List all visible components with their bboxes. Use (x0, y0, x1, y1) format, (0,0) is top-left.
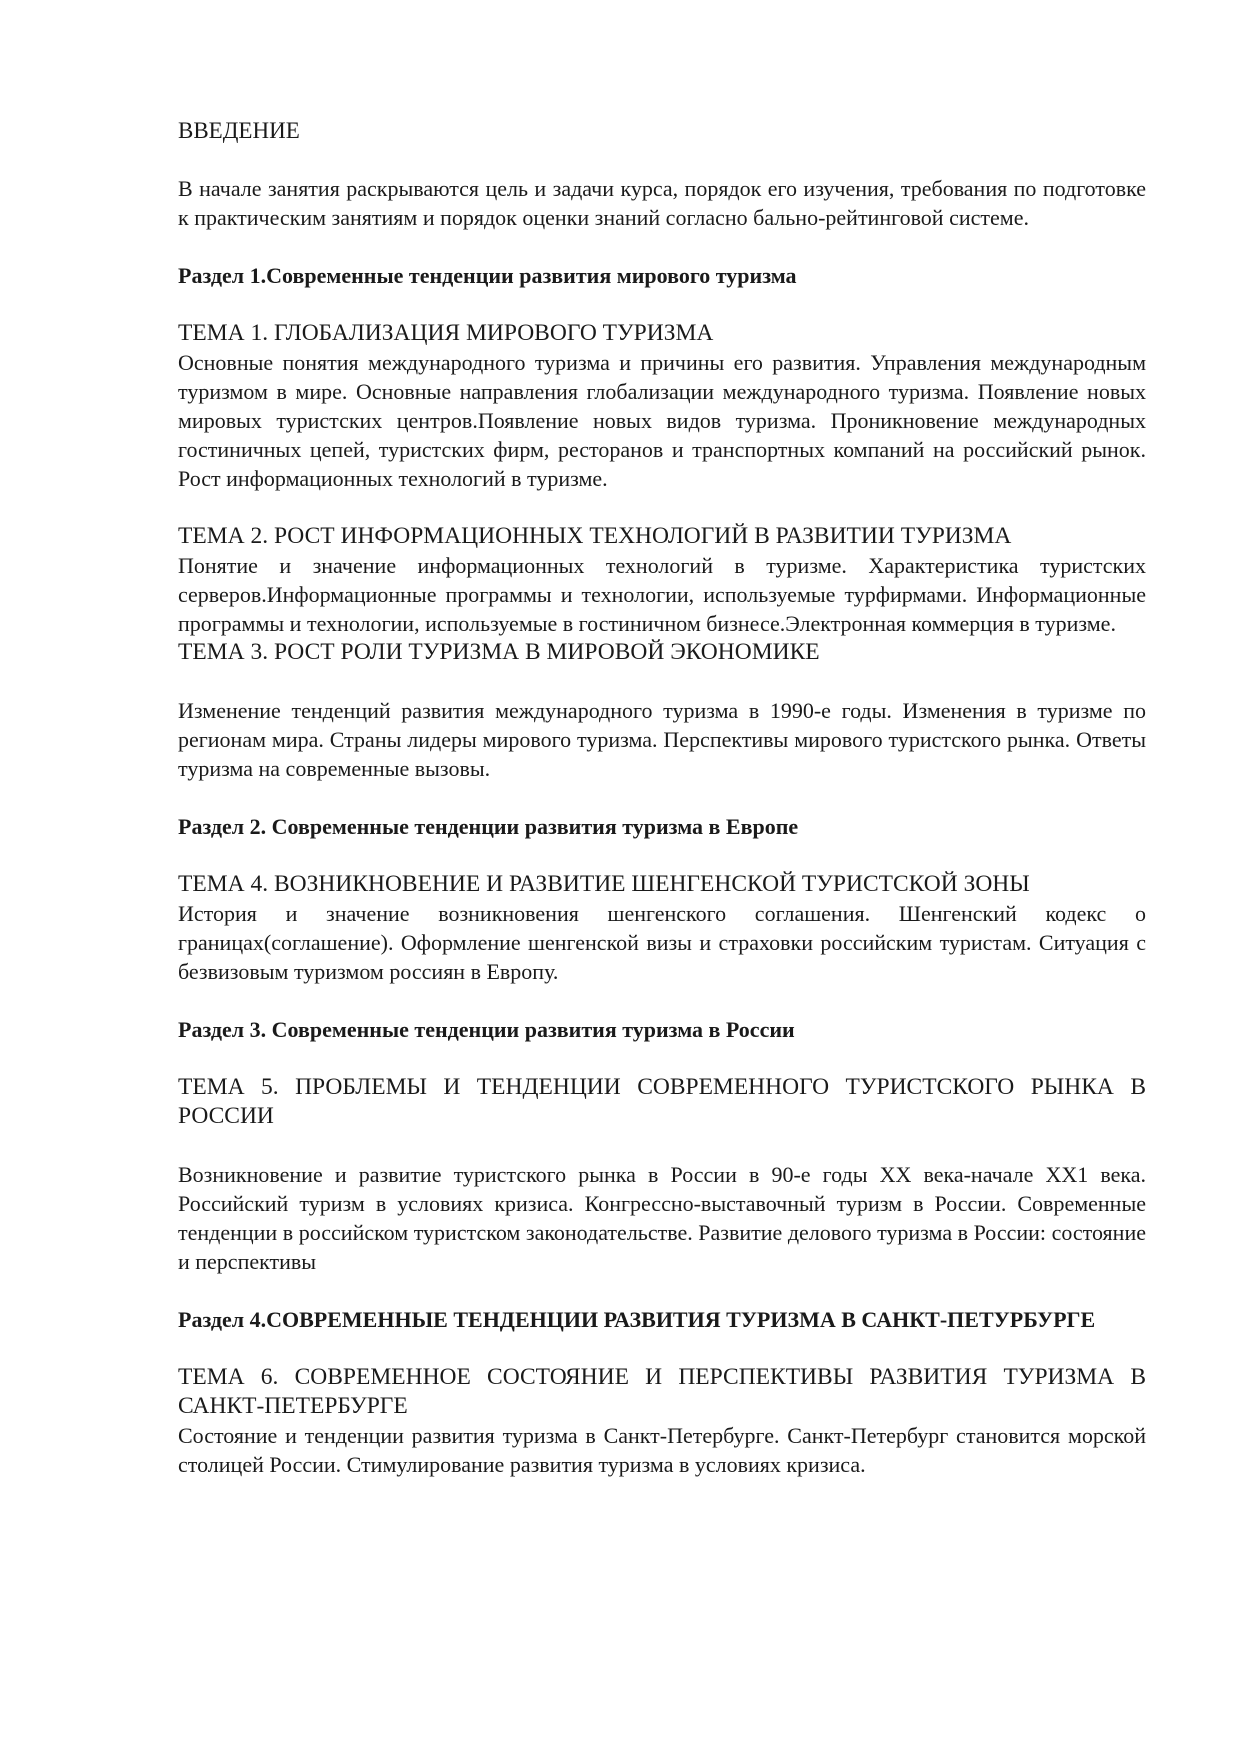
topic-1-text: Основные понятия международного туризма и причины его развития. Управления международным туризмом в мире. Основные направления глобализации международного туризма. Появление новых мировых туристских центров.Появление новых видов туризма. Проникновение международных гостиничных цепей, туристских фирм, ресторанов и транспортных компаний на российский рынок. Рост информационных технологий в туризме. (178, 350, 1146, 491)
topic-6-text: Состояние и тенденции развития туризма в Санкт-Петербурге. Санкт-Петербург становится морской столицей России. Стимулирование развития туризма в условиях кризиса. (178, 1423, 1146, 1477)
topic-3-title: ТЕМА 3. РОСТ РОЛИ ТУРИЗМА В МИРОВОЙ ЭКОНОМИКЕ (178, 639, 820, 665)
topic-2-text: Понятие и значение информационных технологий в туризме. Характеристика туристских серверов.Информационные программы и технологии, используемые турфирмами. Информационные программы и технологии, используемые в гостиничном бизнесе.Электронная коммерция в туризме. (178, 553, 1146, 636)
topic-2-title: ТЕМА 2. РОСТ ИНФОРМАЦИОННЫХ ТЕХНОЛОГИЙ В РАЗВИТИИ ТУРИЗМА (178, 523, 1012, 549)
intro-text: В начале занятия раскрываются цель и задачи курса, порядок его изучения, требования по подготовке к практическим занятиям и порядок оценки знаний согласно бально-рейтинговой системе. (178, 176, 1146, 230)
section-1-title: Раздел 1.Современные тенденции развития мирового туризма (178, 263, 797, 288)
topic-4-text: История и значение возникновения шенгенского соглашения. Шенгенский кодекс о границах(соглашение). Оформление шенгенской визы и страховки российским туристам. Ситуация с безвизовым туризмом россиян в Европу. (178, 901, 1146, 984)
intro-title: ВВЕДЕНИЕ (178, 118, 300, 143)
topic-3-text: Изменение тенденций развития международного туризма в 1990-е годы. Изменения в туризме по регионам мира. Страны лидеры мирового туризма. Перспективы мирового туристского рынка. Ответы туризма на современные вызовы. (178, 698, 1146, 781)
section-3-title: Раздел 3. Современные тенденции развития туризма в России (178, 1017, 795, 1042)
topic-6-title: ТЕМА 6. СОВРЕМЕННОЕ СОСТОЯНИЕ И ПЕРСПЕКТИВЫ РАЗВИТИЯ ТУРИЗМА В САНКТ-ПЕТЕРБУРГЕ (178, 1364, 1146, 1419)
topic-1-title: ТЕМА 1. ГЛОБАЛИЗАЦИЯ МИРОВОГО ТУРИЗМА (178, 320, 714, 346)
topic-5-text: Возникновение и развитие туристского рынка в России в 90-е годы XX века-начале XX1 века. Российский туризм в условиях кризиса. Конгрессно-выставочный туризм в России. Современные тенденции в российском туристском законодательстве. Развитие делового туризма в России: состояние и перспективы (178, 1162, 1146, 1274)
section-4-title: Раздел 4.СОВРЕМЕННЫЕ ТЕНДЕНЦИИ РАЗВИТИЯ ТУРИЗМА В САНКТ-ПЕТУРБУРГЕ (178, 1307, 1096, 1332)
document-content (178, 116, 1146, 1479)
topic-4-title: ТЕМА 4. ВОЗНИКНОВЕНИЕ И РАЗВИТИЕ ШЕНГЕНСКОЙ ТУРИСТСКОЙ ЗОНЫ (178, 871, 1030, 897)
section-2-title: Раздел 2. Современные тенденции развития туризма в Европе (178, 814, 799, 839)
topic-5-title: ТЕМА 5. ПРОБЛЕМЫ И ТЕНДЕНЦИИ СОВРЕМЕННОГО ТУРИСТСКОГО РЫНКА В РОССИИ (178, 1074, 1146, 1129)
